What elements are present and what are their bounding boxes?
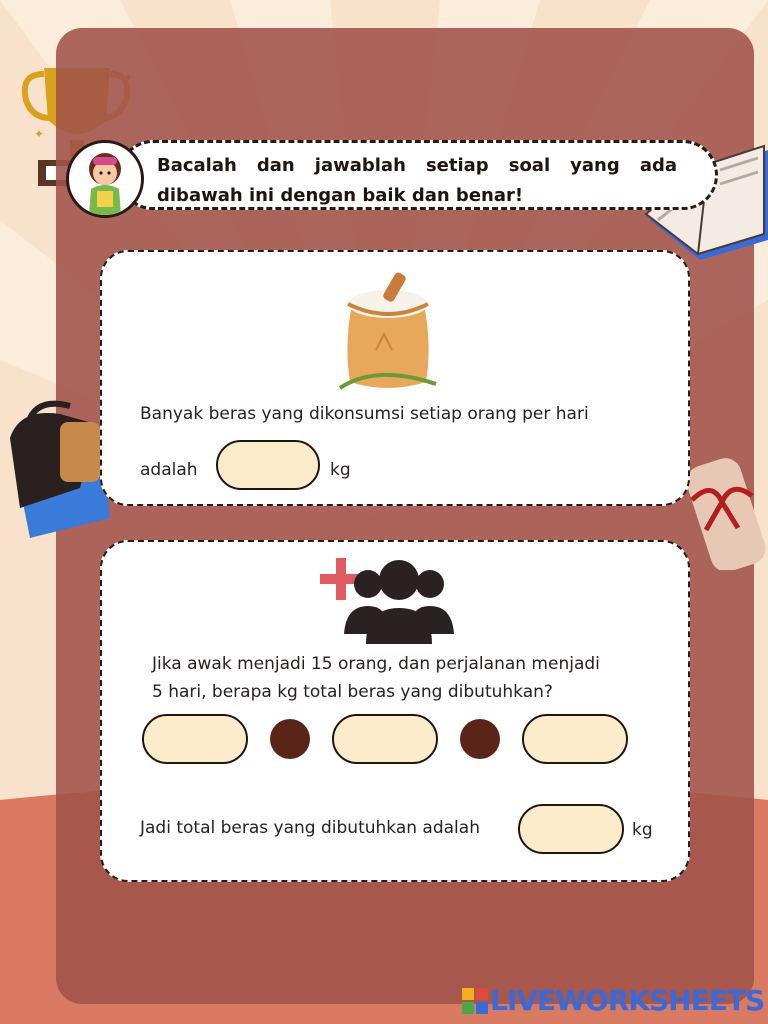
question-card-2 [100, 540, 690, 882]
add-people-icon [320, 556, 456, 644]
instruction-banner [118, 140, 718, 210]
question-1-text: Banyak beras yang dikonsumsi setiap orang per hari [140, 404, 589, 424]
answer-input-total[interactable] [518, 804, 624, 854]
answer-input-1[interactable] [216, 440, 320, 490]
brand-name: LIVEWORKSHEETS [490, 984, 765, 1017]
operator-dropdown-2[interactable] [460, 719, 500, 759]
student-avatar [66, 140, 144, 218]
rice-sack-icon [336, 264, 440, 394]
question-2-text-line1: Jika awak menjadi 15 orang, dan perjalanan menjadi [152, 654, 600, 674]
answer-input-2c[interactable] [522, 714, 628, 764]
svg-text:✦: ✦ [34, 127, 45, 141]
question-2-text-line2: 5 hari, berapa kg total beras yang dibutuhkan? [152, 682, 553, 702]
operator-dropdown-1[interactable] [270, 719, 310, 759]
question-card-1 [100, 250, 690, 506]
answer-input-2b[interactable] [332, 714, 438, 764]
answer-input-2a[interactable] [142, 714, 248, 764]
question-1-prefix: adalah [140, 460, 198, 480]
question-1-unit: kg [330, 460, 351, 480]
instruction-text: Bacalah dan jawablah setiap soal yang ada dibawah ini dengan baik dan benar! [157, 155, 677, 206]
question-2-answer-unit: kg [632, 820, 653, 840]
girl-student-icon [69, 143, 141, 215]
question-2-answer-prefix: Jadi total beras yang dibutuhkan adalah [140, 818, 480, 838]
liveworksheets-logo-icon [462, 988, 488, 1014]
